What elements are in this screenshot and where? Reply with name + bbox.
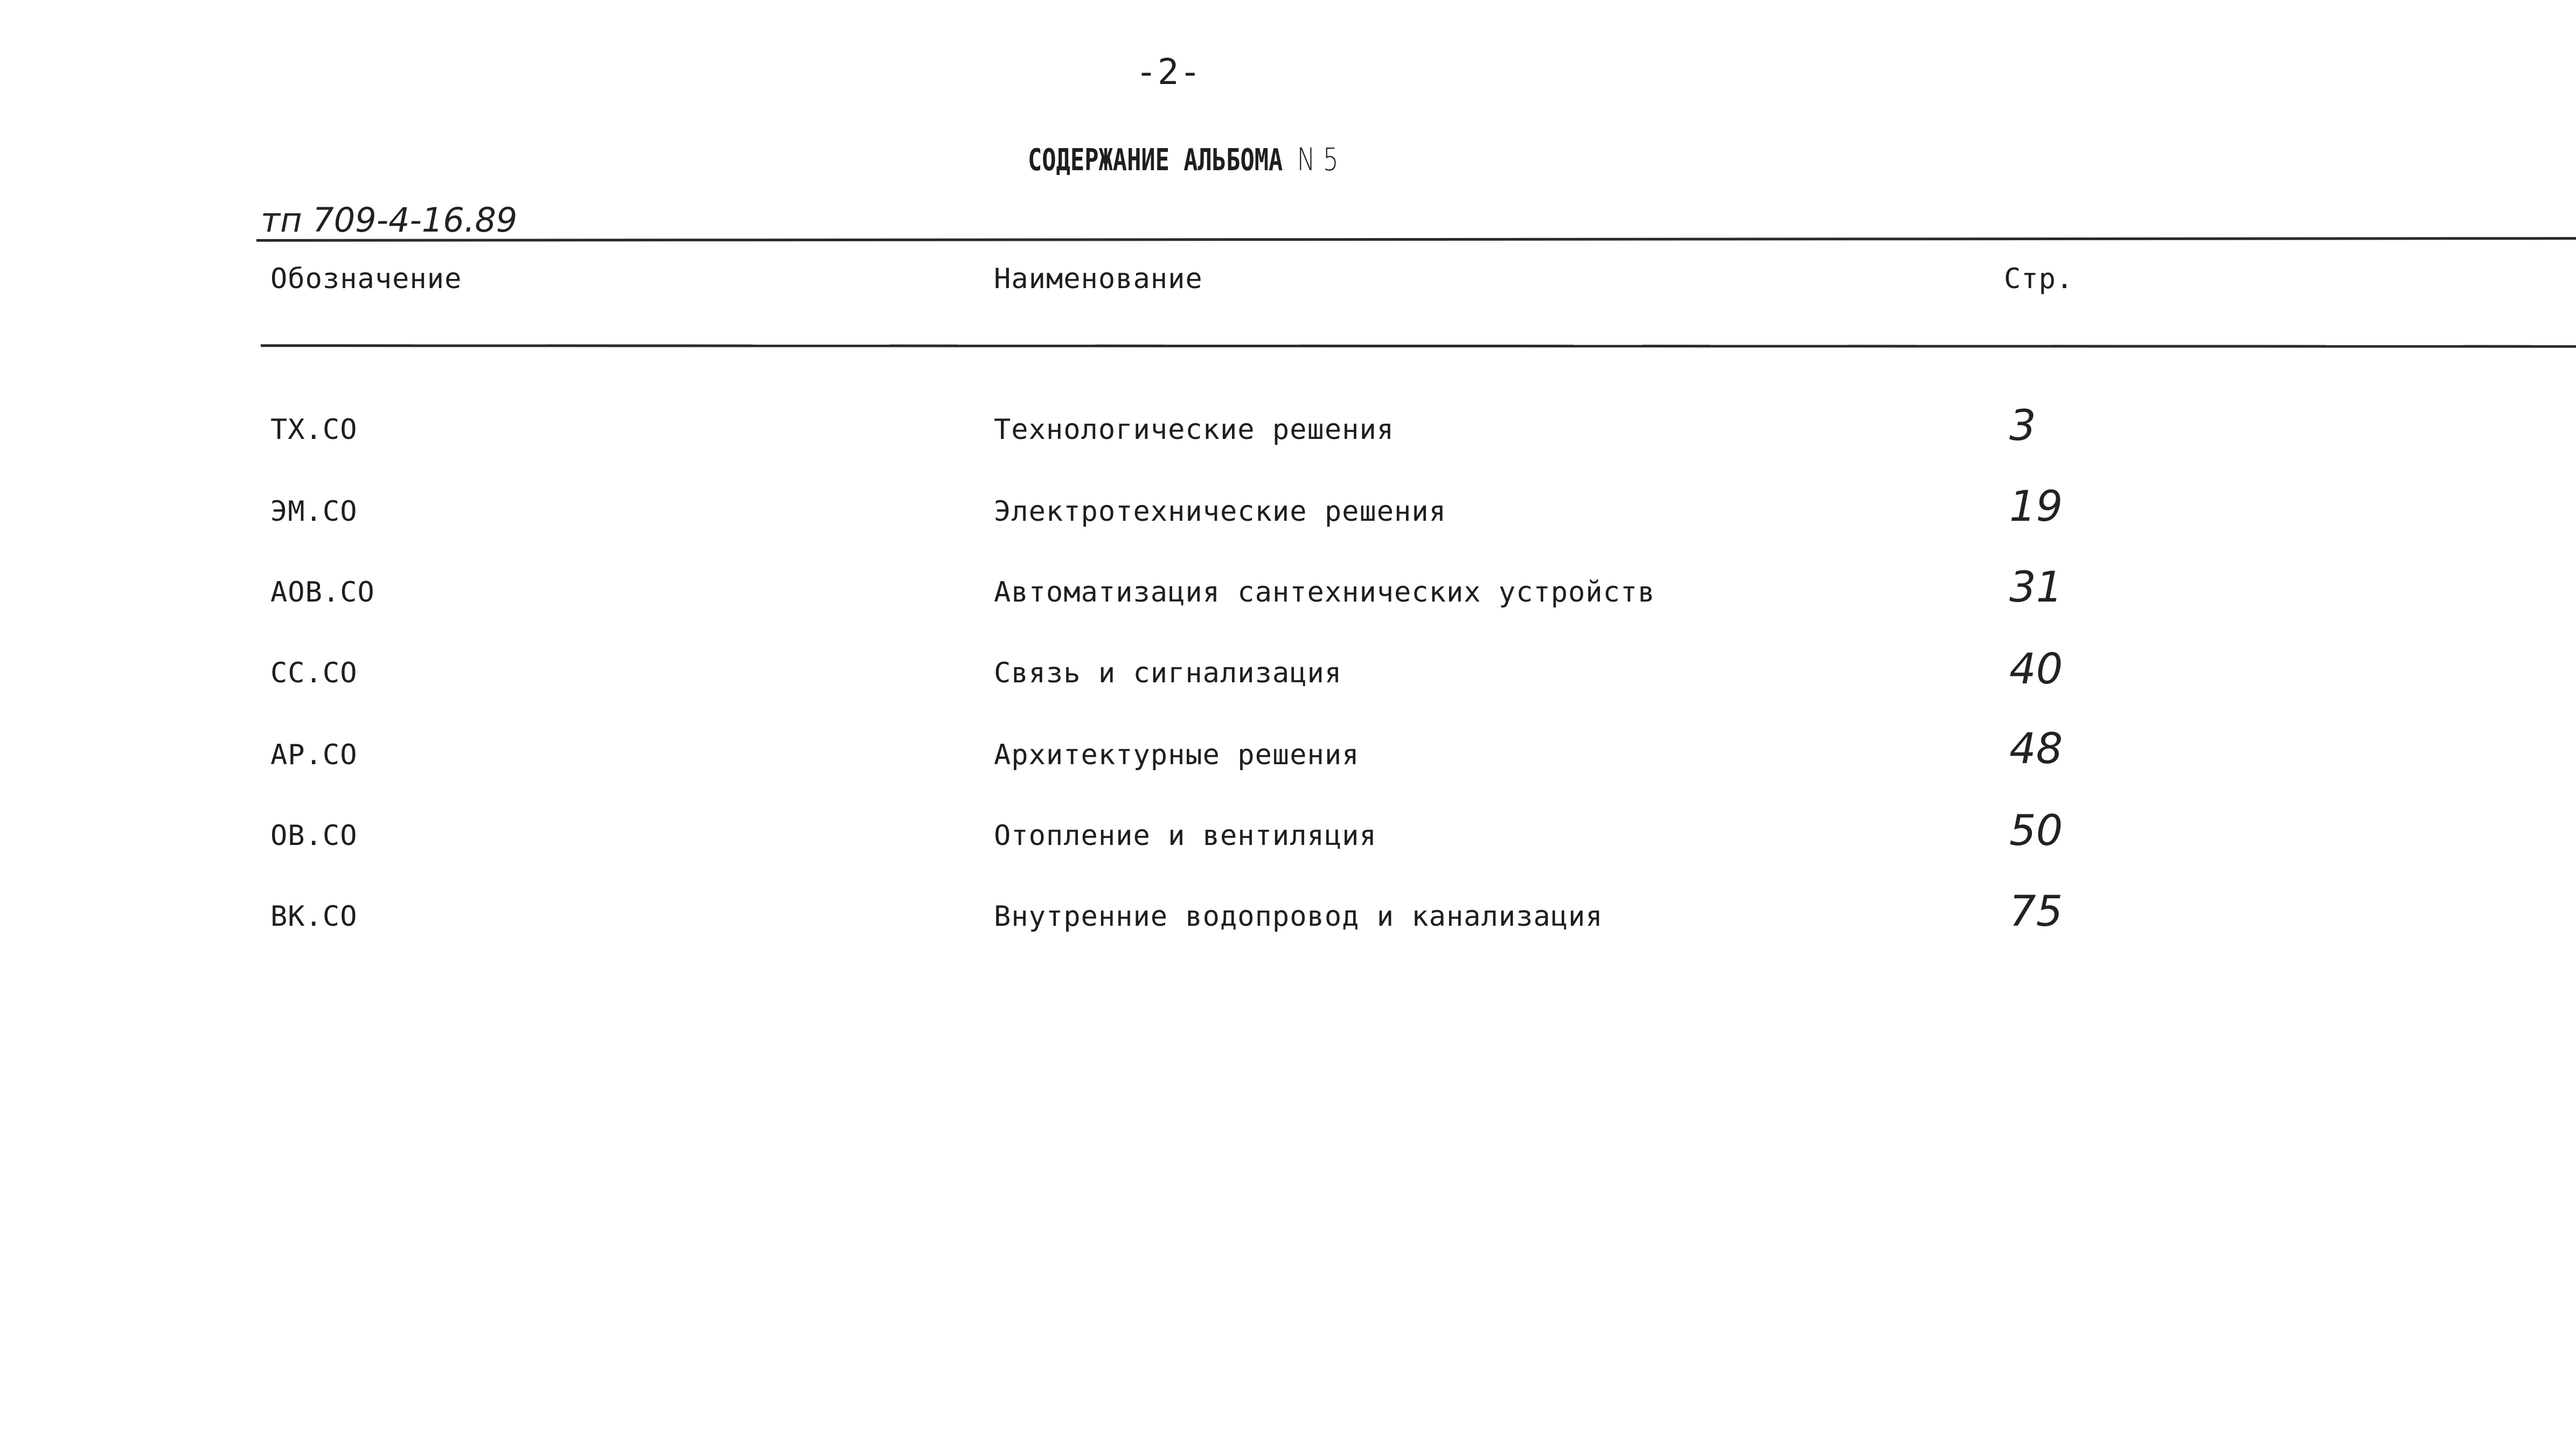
album-title	[1028, 141, 1339, 178]
row-code: АОВ.СО	[270, 576, 375, 609]
row-code: ТХ.СО	[270, 414, 358, 446]
row-page: 48	[2009, 725, 2063, 773]
row-code: СС.СО	[270, 657, 358, 689]
row-code: ВК.СО	[270, 900, 358, 933]
row-name: Автоматизация сантехнических устройств	[994, 576, 1655, 609]
album-title-text: СОДЕРЖАНИЕ АЛЬБОМА	[1028, 143, 1283, 178]
row-page: 3	[2009, 402, 2036, 450]
row-page: 50	[2009, 807, 2063, 855]
row-name: Связь и сигнализация	[994, 657, 1342, 689]
header-code: Обозначение	[270, 263, 462, 295]
row-name: Электротехнические решения	[994, 495, 1446, 528]
row-page: 19	[2009, 483, 2063, 531]
document-code: тп 709-4-16.89	[261, 200, 518, 240]
table-header-rule	[261, 344, 2576, 348]
row-code: АР.СО	[270, 739, 358, 771]
row-code: ЭМ.СО	[270, 495, 358, 528]
row-name: Внутренние водопровод и канализация	[994, 900, 1603, 933]
table-top-rule	[256, 237, 2576, 242]
row-page: 40	[2009, 645, 2063, 694]
row-code: ОВ.СО	[270, 820, 358, 852]
header-page: Стр.	[2004, 263, 2074, 295]
row-name: Архитектурные решения	[994, 739, 1360, 771]
album-number-mark: N 5	[1297, 141, 1339, 178]
row-page: 31	[2009, 563, 2063, 612]
header-name: Наименование	[994, 263, 1203, 295]
page-number: -2-	[1136, 51, 1202, 93]
row-name: Отопление и вентиляция	[994, 820, 1377, 852]
row-page: 75	[2009, 888, 2063, 936]
row-name: Технологические решения	[994, 414, 1395, 446]
